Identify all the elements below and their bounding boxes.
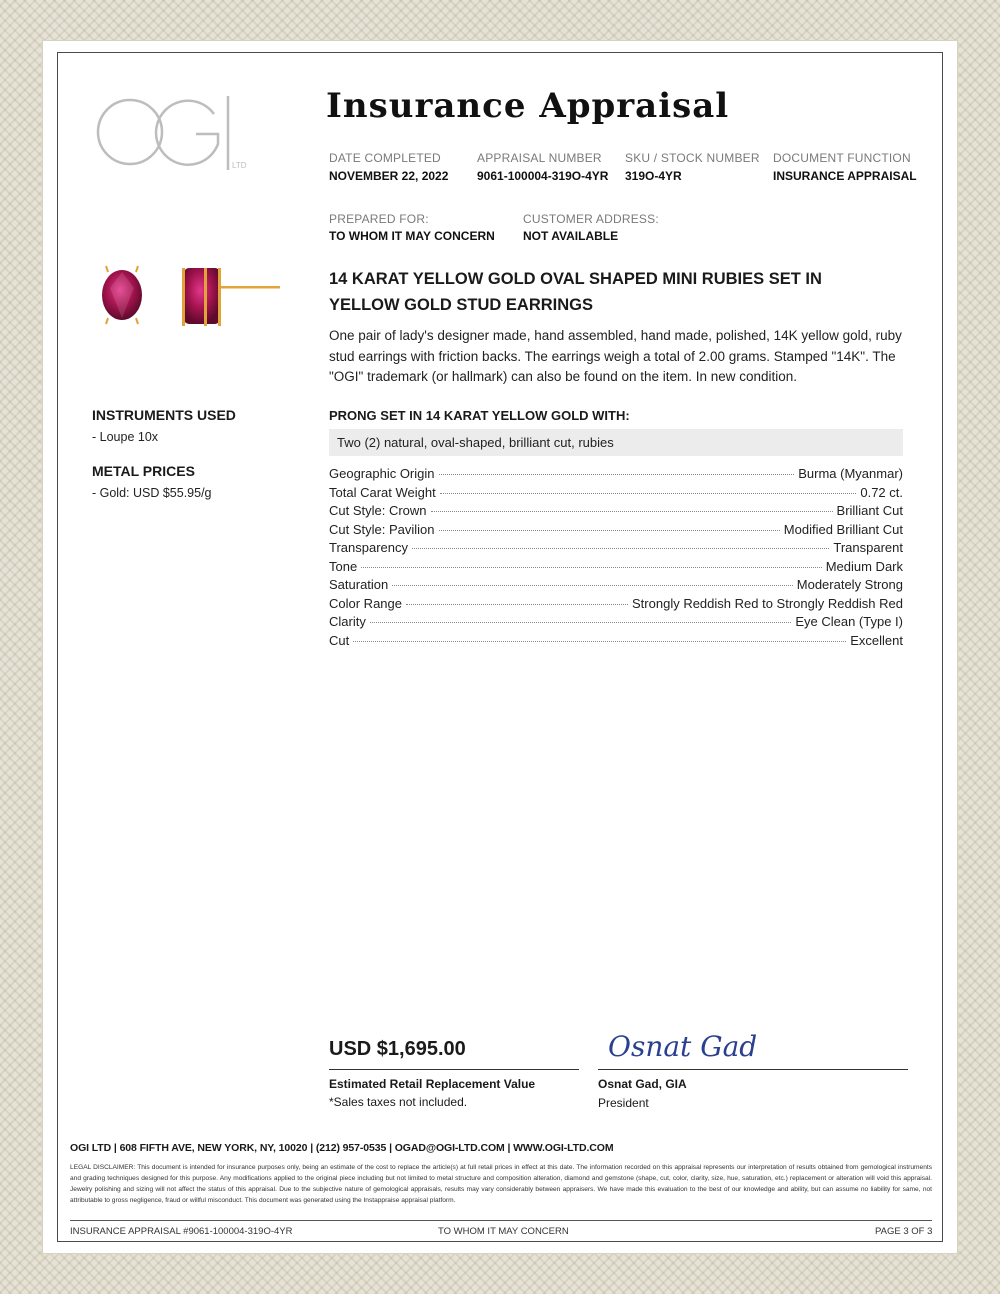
ogi-logo	[96, 92, 256, 176]
company-address: OGI LTD | 608 FIFTH AVE, NEW YORK, NY, 10020 | (212) 957-0535 | OGAD@OGI-LTD.COM | WWW.OGI-LTD.COM	[70, 1142, 614, 1154]
spec-value: Eye Clean (Type I)	[795, 614, 903, 629]
metal-prices-heading: METAL PRICES	[92, 463, 195, 479]
spec-row	[329, 614, 903, 633]
spec-row	[329, 596, 903, 615]
spec-row	[329, 577, 903, 596]
date-completed-label: DATE COMPLETED	[329, 151, 441, 165]
footer-appraisal-id: INSURANCE APPRAISAL #9061-100004-319O-4YR	[70, 1226, 293, 1237]
price-divider	[329, 1069, 579, 1070]
spec-value: Medium Dark	[825, 558, 903, 574]
instruments-heading: INSTRUMENTS USED	[92, 407, 236, 423]
price-label: Estimated Retail Replacement Value	[329, 1077, 536, 1091]
sku-value: 319O-4YR	[625, 169, 682, 183]
signer-title: President	[598, 1096, 649, 1110]
spec-row	[329, 466, 903, 485]
spec-label: Cut Style: Crown	[329, 503, 427, 518]
appraisal-number-label: APPRAISAL NUMBER	[477, 151, 602, 165]
ruby-earring-front	[102, 266, 142, 324]
spec-row	[329, 559, 903, 578]
earrings-image	[92, 258, 282, 338]
spec-label: Tone	[329, 558, 358, 574]
signature: Osnat Gad	[608, 1030, 758, 1063]
stone-summary: Two (2) natural, oval-shaped, brilliant cut, rubies	[329, 429, 903, 456]
spec-row	[329, 540, 903, 559]
spec-row	[329, 503, 903, 522]
spec-label: Cut	[329, 632, 350, 648]
footer-recipient: TO WHOM IT MAY CONCERN	[438, 1226, 569, 1237]
spec-label: Cut Style: Pavilion	[329, 521, 435, 537]
spec-value: Modified Brilliant Cut	[783, 521, 903, 537]
replacement-price: USD $1,695.00	[329, 1038, 466, 1060]
stone-specs	[329, 466, 903, 651]
document-function-label: DOCUMENT FUNCTION	[773, 151, 911, 165]
signer-name: Osnat Gad, GIA	[598, 1077, 687, 1091]
spec-value: Transparent	[833, 540, 903, 555]
item-description: One pair of lady's designer made, hand assembled, hand made, polished, 14K yellow gold, ruby stud earrings with friction backs. The earrings weigh a total of 2.00 grams. Stamped "14K". The "OGI" trademark (or hallmark) can also be found on the item. In new condition.	[329, 328, 902, 384]
logo-sub-text: LTD	[232, 161, 247, 170]
spec-value: Excellent	[850, 632, 903, 648]
spec-label: Color Range	[329, 595, 402, 611]
document-title: Insurance Appraisal	[326, 86, 730, 126]
spec-value: Moderately Strong	[796, 577, 903, 592]
prepared-for-value: TO WHOM IT MAY CONCERN	[329, 229, 495, 243]
spec-value: Strongly Reddish Red to Strongly Reddish Red	[632, 595, 903, 611]
footer-divider	[70, 1220, 932, 1221]
item-title: 14 KARAT YELLOW GOLD OVAL SHAPED MINI RUBIES SET IN YELLOW GOLD STUD EARRINGS	[329, 270, 822, 314]
appraisal-number-value: 9061-100004-319O-4YR	[477, 169, 609, 183]
spec-row	[329, 485, 903, 504]
document-function-value: INSURANCE APPRAISAL	[773, 169, 917, 183]
spec-row	[329, 522, 903, 541]
signature-divider	[598, 1069, 908, 1070]
customer-address-value: NOT AVAILABLE	[523, 229, 619, 243]
legal-disclaimer: LEGAL DISCLAIMER: This document is intended for insurance purposes only, being an estimate of the cost to replace the article(s) at full retail prices in effect at this date. The information recorded on this appraisal represents our interpretation of results obtained from gemological instruments and grading techniques designed for this purpose. Any modifications applied to the original piece including but not limited to metal structure and composition alteration, diamond and gemstone (shape, cut, color, clarity, size, hue, saturation, etc.) replacement or alteration will void this appraisal. Jewelry polishing and sizing will not affect the status of this appraisal. Due to the subjective nature of gemological appraisals, results may vary considerably between appraisers. We have made this evaluation to the best of our knowledge and ability, but can assume no liability for same, not attributable to gross negligence, fraud or willful misconduct. This document was generated using the Instappraise appraisal platform.	[70, 1164, 932, 1204]
tax-note: *Sales taxes not included.	[329, 1095, 468, 1109]
spec-label: Transparency	[329, 540, 408, 555]
page-number: PAGE 3 OF 3	[875, 1226, 933, 1237]
setting-heading: PRONG SET IN 14 KARAT YELLOW GOLD WITH:	[329, 408, 630, 423]
spec-label: Geographic Origin	[329, 466, 435, 481]
sku-label: SKU / STOCK NUMBER	[625, 151, 760, 165]
spec-label: Saturation	[329, 577, 389, 592]
spec-value: Brilliant Cut	[836, 503, 903, 518]
spec-label: Clarity	[329, 614, 366, 629]
prepared-for-label: PREPARED FOR:	[329, 212, 429, 226]
spec-value: 0.72 ct.	[860, 484, 903, 500]
date-completed-value: NOVEMBER 22, 2022	[329, 169, 449, 183]
spec-value: Burma (Myanmar)	[798, 466, 903, 481]
spec-label: Total Carat Weight	[329, 484, 436, 500]
customer-address-label: CUSTOMER ADDRESS:	[523, 212, 659, 226]
spec-row	[329, 633, 903, 652]
instruments-value: - Loupe 10x	[92, 430, 159, 444]
metal-prices-value: - Gold: USD $55.95/g	[92, 486, 212, 500]
ruby-earring-side	[182, 268, 280, 326]
